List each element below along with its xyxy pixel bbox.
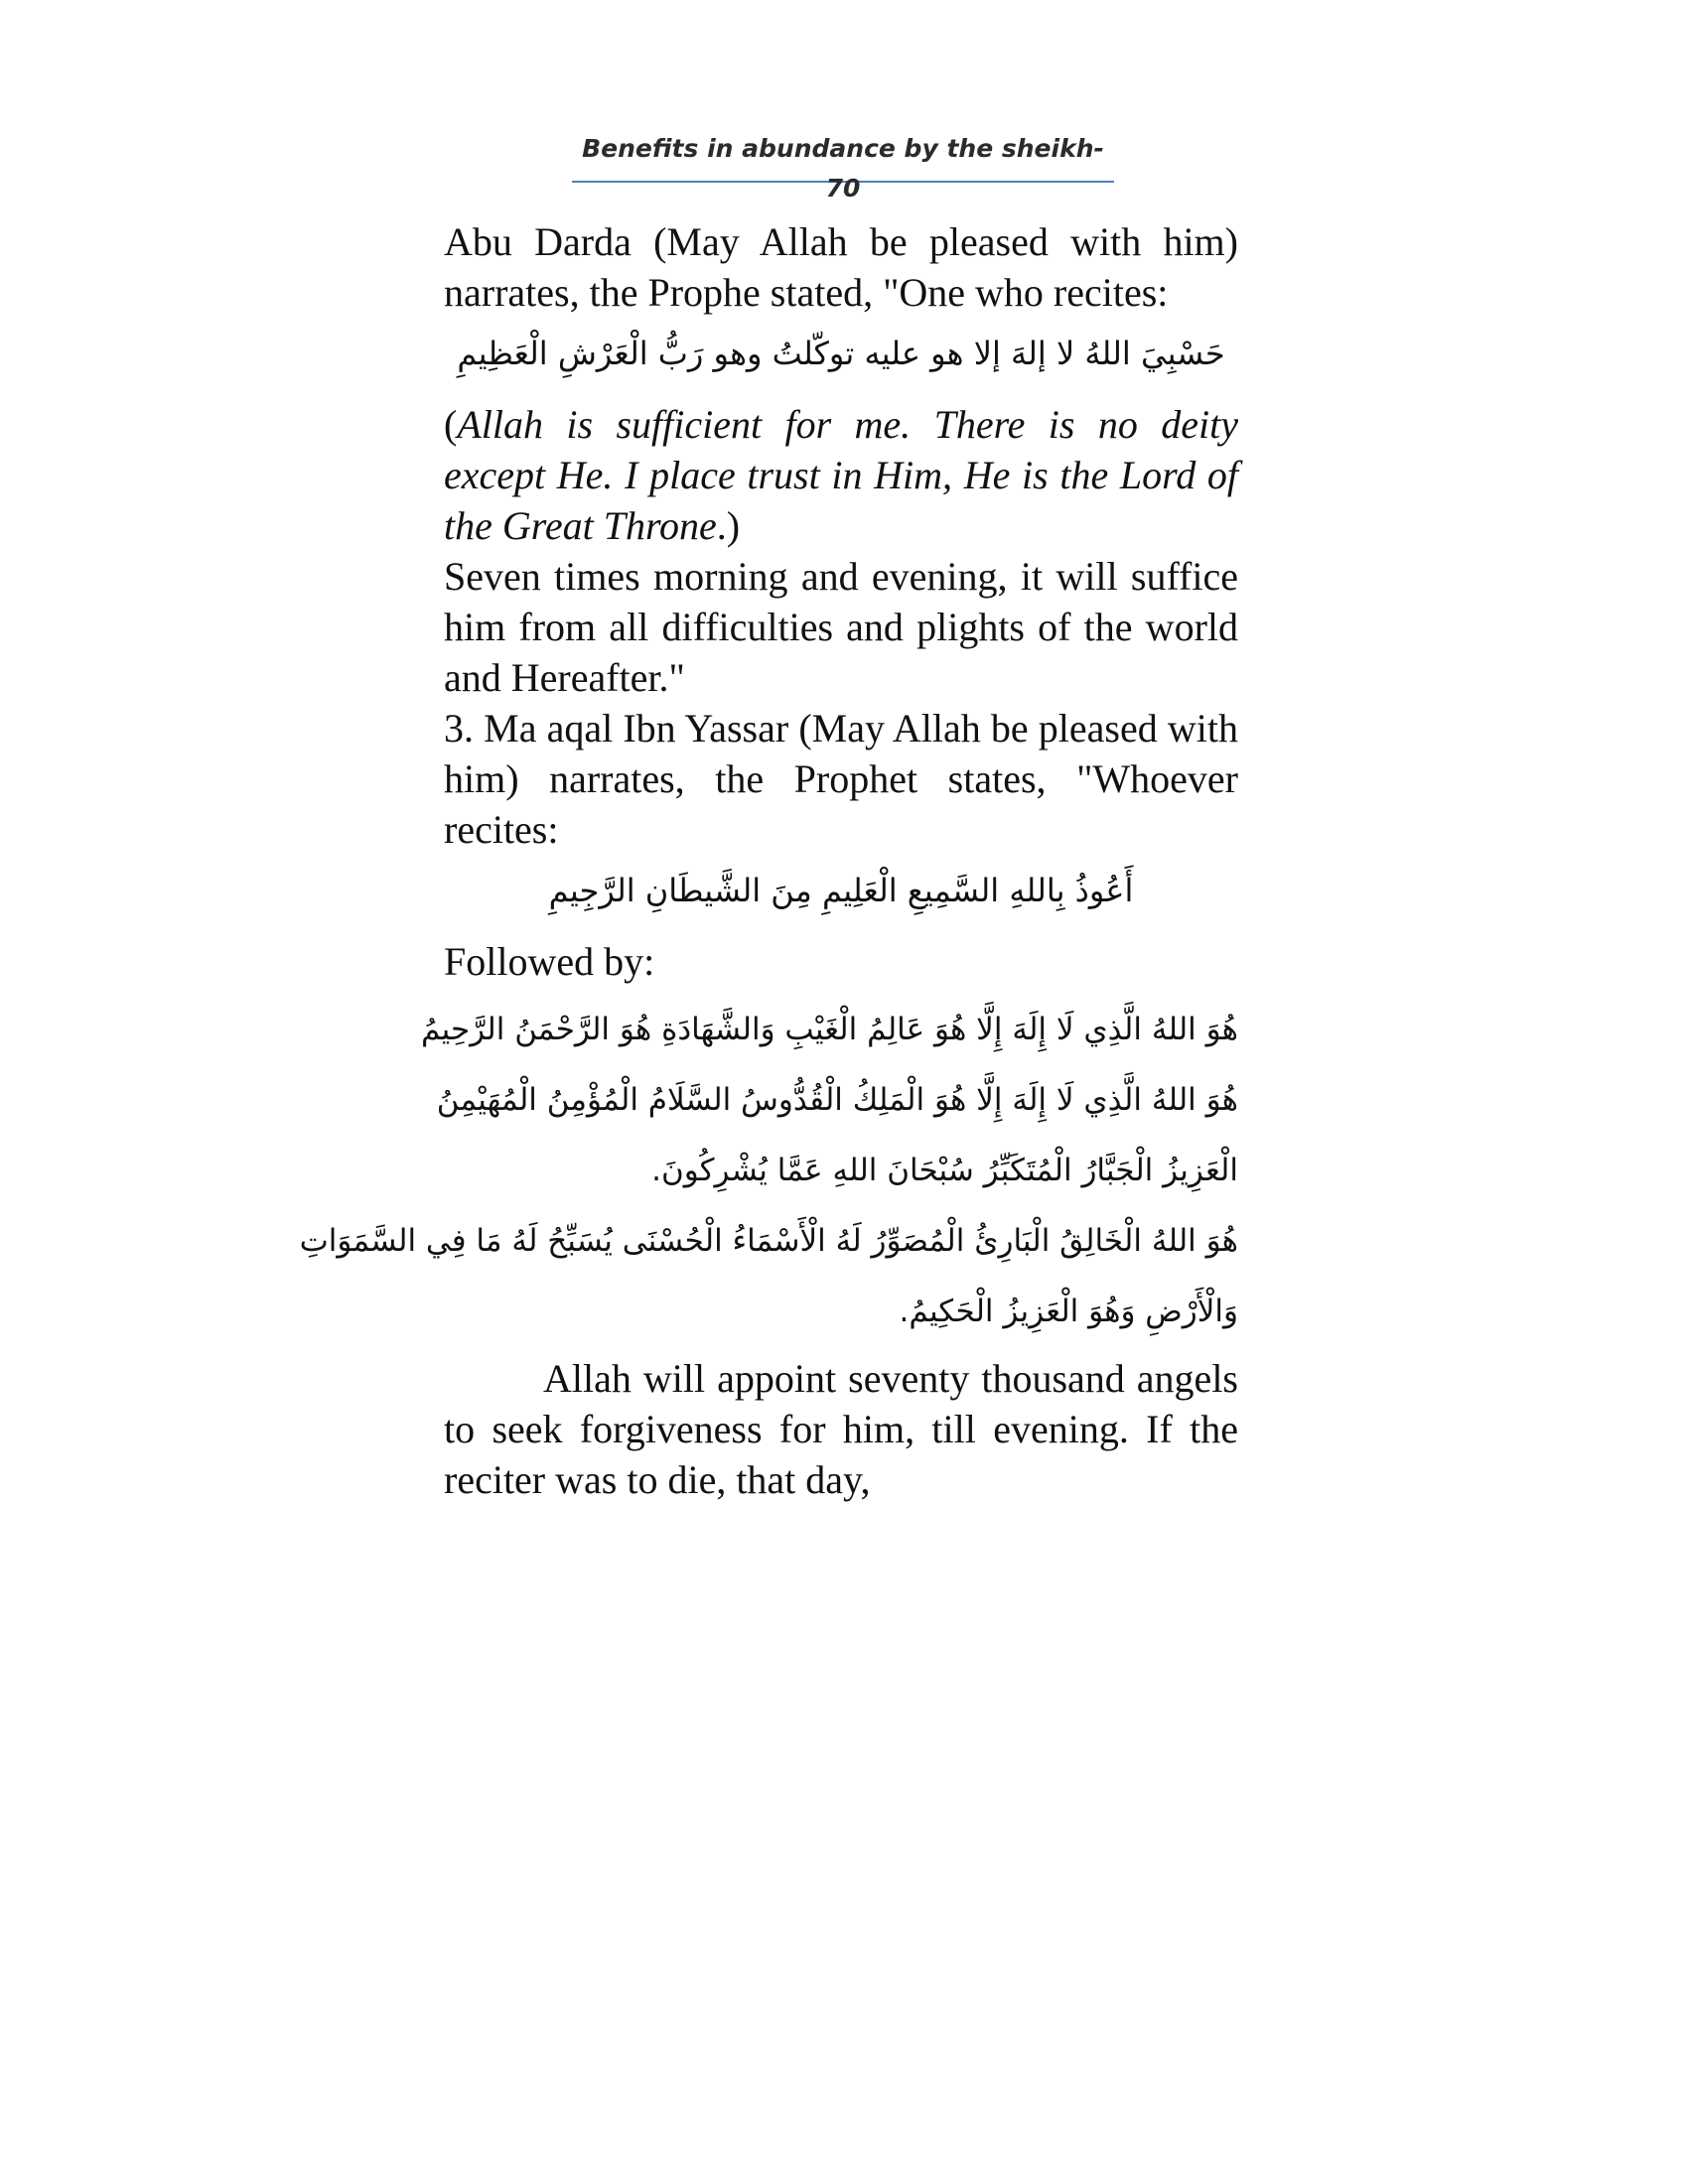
translation-open-paren: ( <box>444 402 458 447</box>
running-header-title: Benefits in abundance by the sheikh-70 <box>582 134 1104 203</box>
arabic-verse-line: هُوَ اللهُ الَّذِي لَا إِلَهَ إِلَّا هُوَ عَالِمُ الْغَيْبِ وَالشَّهَادَةِ هُوَ الرَّحْمَنُ الرَّحِيمُ <box>421 1012 1238 1047</box>
arabic-verse-line: الْعَزِيزُ الْجَبَّارُ الْمُتَكَبِّرُ سُبْحَانَ اللهِ عَمَّا يُشْرِكُونَ. <box>651 1153 1238 1188</box>
paragraph-seventy-thousand-angels: Allah will appoint seventy thousand angels to seek forgiveness for him, till evening. If the reciter was to die, that day, <box>444 1356 1238 1502</box>
page-header <box>572 123 1114 203</box>
paragraph-abu-darda: Abu Darda (May Allah be pleased with him) narrates, the Prophe stated, "One who recites: <box>444 219 1238 315</box>
paragraph-seven-times: Seven times morning and evening, it will suffice him from all difficulties and plights of the world and Hereafter." <box>444 554 1238 700</box>
arabic-verses-block <box>299 995 1238 1347</box>
page-body <box>299 216 1238 1505</box>
arabic-verse-line: هُوَ اللهُ الْخَالِقُ الْبَارِئُ الْمُصَوِّرُ لَهُ الْأَسْمَاءُ الْحُسْنَى يُسَبِّحُ لَهُ مَا فِي السَّمَوَاتِ <box>299 1223 1238 1259</box>
paragraph-followed-by: Followed by: <box>444 939 655 984</box>
paragraph-translation <box>444 399 1238 551</box>
arabic-verse-line: وَالْأَرْضِ وَهُوَ الْعَزِيزُ الْحَكِيمُ. <box>899 1294 1238 1329</box>
translation-close-paren: .) <box>716 503 741 548</box>
arabic-verse-line: هُوَ اللهُ الَّذِي لَا إِلَهَ إِلَّا هُوَ الْمَلِكُ الْقُدُّوسُ السَّلَامُ الْمُؤْمِنُ الْمُهَيْمِنُ <box>436 1082 1238 1118</box>
arabic-dua-hasbiyallah: حَسْبِيَ اللهُ لا إلهَ إلا هو عليه توكّلتُ وهو رَبُّ الْعَرْشِ الْعَظِيمِ <box>457 335 1225 372</box>
translation-italic-text: Allah is sufficient for me. There is no deity except He. I place trust in Him, He is the Lord of the Great Throne <box>444 402 1238 548</box>
arabic-taawwudh: أَعُوذُ بِاللهِ السَّمِيعِ الْعَلِيمِ مِنَ الشَّيطَانِ الرَّجِيمِ <box>548 872 1134 909</box>
paragraph-ma-aqal: 3. Ma aqal Ibn Yassar (May Allah be pleased with him) narrates, the Prophet states, "Whoever recites: <box>444 706 1238 852</box>
